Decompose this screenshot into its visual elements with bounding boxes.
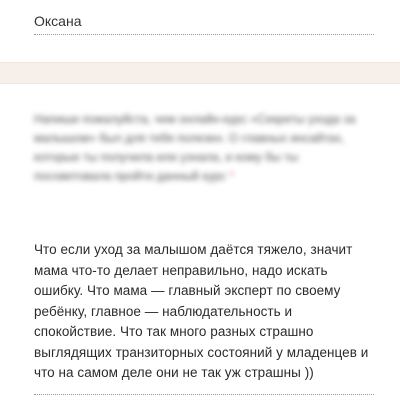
answer-field[interactable]: Что если уход за малышом даётся тяжело, значит мама что-то делает неправильно, надо искать ошибку. Что мама — главный эксперт по своему ребёнку, главное — наблюдательность и спокойствие. Что так много разных страшно выглядящих транзиторных состояний у младенцев и что на самом деле они не так уж страшны ))	[34, 242, 369, 380]
required-mark: *	[229, 169, 235, 183]
answer-field-underline	[34, 394, 374, 395]
name-field[interactable]	[34, 10, 374, 35]
question-text: Напиши пожалуйста, чем онлайн-курс «Секреты ухода за малышом» был для тебя полезен. О главных инсайтах, которые ты получила или узнала, и кому бы ты посоветовала пройти данный курс	[34, 112, 356, 183]
name-value: Оксана	[34, 13, 82, 29]
question-label	[34, 110, 360, 186]
section-divider	[0, 62, 400, 84]
name-field-underline	[34, 34, 374, 35]
